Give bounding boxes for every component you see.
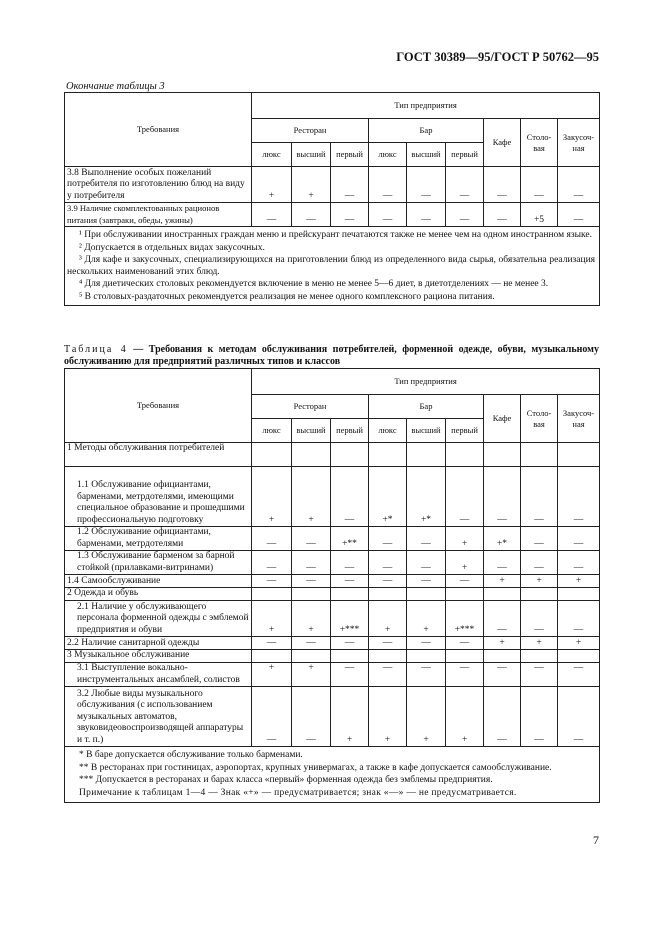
cell: — [369,575,407,588]
section-title: 1 Методы обслуживания потребителей [65,443,252,467]
bar-header: Бар [369,119,484,143]
table-3 [64,92,600,306]
row-label: 3.9 Наличие скомплектованных рационов питания (завтраки, обеды, ужины) [65,203,252,227]
table-4-notes [65,747,600,803]
footnote: ** В ресторанах при гостиницах, аэропортах, крупных универмагах, а также в кафе допускается самообслуживание. [79,762,552,773]
cell: — [331,663,369,687]
cell: — [369,167,407,203]
cell: — [292,637,331,650]
cell: — [369,203,407,227]
cell: — [484,601,521,637]
cell: + [521,637,558,650]
cell: + [292,663,331,687]
table-remark: Примечание к таблицам 1—4 — Знак «+» — предусматривается; знак «—» — не предусматривается. [79,787,517,798]
cell: +*** [446,601,484,637]
class-highest: высший [407,143,446,167]
section-title: 2 Одежда и обувь [65,588,252,601]
cell: — [446,467,484,527]
table-4-number: Таблица 4 [64,344,128,355]
cell: + [252,601,292,637]
cell: — [407,637,446,650]
row-label: 1.2 Обслуживание официантами, барменами, метрдотелями [65,527,252,551]
cell: + [484,575,521,588]
table-4-caption [64,344,599,367]
cell: — [558,203,600,227]
cell: + [252,467,292,527]
canteen-header: Столо-вая [521,395,558,443]
cell: — [558,663,600,687]
row-label: 2.1 Наличие у обслуживающего персонала форменной одежды с эмблемой предприятия и обуви [65,601,252,637]
restaurant-header: Ресторан [252,119,369,143]
cell: + [521,575,558,588]
canteen-header: Столо-вая [521,119,558,167]
cell: — [407,527,446,551]
enterprise-type-header: Тип предприятия [252,369,600,395]
cell: + [407,601,446,637]
cell: — [558,687,600,747]
cell: — [484,687,521,747]
cell: +* [484,527,521,551]
table-row [65,663,600,687]
table-row [65,687,600,747]
cell: — [446,575,484,588]
cell: + [331,687,369,747]
cell: — [369,551,407,575]
cell: — [331,551,369,575]
footnote: *** Допускается в ресторанах и барах класса «первый» форменная одежда без эмблемы предприятия. [79,775,493,785]
cell: + [446,551,484,575]
table-continuation-label: Окончание таблицы 3 [66,81,165,92]
cell: — [292,575,331,588]
cafe-header: Кафе [484,119,521,167]
table-row [65,203,600,227]
cell: — [331,575,369,588]
cell: — [521,687,558,747]
cell: + [252,663,292,687]
cell: — [252,527,292,551]
cell: + [558,637,600,650]
table-row [65,601,600,637]
cell: — [252,637,292,650]
cell: — [407,167,446,203]
class-highest: высший [292,143,331,167]
cell: + [446,527,484,551]
cell: — [484,551,521,575]
table-row [65,637,600,650]
cell: — [484,167,521,203]
page-number: 7 [593,833,599,847]
class-first: первый [331,143,369,167]
cell: — [292,551,331,575]
requirements-header: Требования [65,369,252,443]
cell: — [369,527,407,551]
table-row [65,527,600,551]
table-row [65,467,600,527]
cell: — [292,527,331,551]
cell: — [252,203,292,227]
cell: — [331,167,369,203]
section-row [65,588,600,601]
cell: + [558,575,600,588]
cell: +** [331,527,369,551]
row-label: 3.2 Любые виды музыкального обслуживания (с использованием музыкальных автоматов, звуковидеовоспроизводящей аппаратуры и т. п.) [65,687,252,747]
document-header: ГОСТ 30389—95/ГОСТ Р 50762—95 [396,50,599,64]
section-title: 3 Музыкальное обслуживание [65,650,252,663]
cell: — [407,551,446,575]
cell: + [446,687,484,747]
cell: +* [369,467,407,527]
class-first: первый [446,419,484,443]
cell: + [369,687,407,747]
cafe-header: Кафе [484,395,521,443]
row-label: 3.1 Выступление вокально-инструментальных ансамблей, солистов [65,663,252,687]
cell: — [558,527,600,551]
table-3-notes [65,227,600,306]
cell: — [331,637,369,650]
cell: — [558,601,600,637]
cell: + [292,467,331,527]
footnote: ³ Для кафе и закусочных, специализирующихся на приготовлении блюд из определенного вида сырья, обязательна реализация нескольких наименований этих блюд. [67,255,596,277]
footnote: ¹ При обслуживании иностранных граждан меню и прейскурант печатаются также не менее чем на одном иностранном языке. [79,230,592,240]
cell: — [369,663,407,687]
cell: — [446,637,484,650]
class-highest: высший [407,419,446,443]
footnote: ² Допускается в отдельных видах закусочных. [79,242,265,253]
cell: — [521,551,558,575]
cell: — [521,167,558,203]
cell: — [292,203,331,227]
cell: — [521,467,558,527]
cell: — [252,551,292,575]
class-first: первый [331,419,369,443]
table-row [65,575,600,588]
table-4 [64,368,600,803]
footnote: ⁴ Для диетических столовых рекомендуется включение в меню не менее 5—6 диет, в диетотделениях — не менее 3. [79,279,549,289]
cell: — [521,527,558,551]
row-label: 2.2 Наличие санитарной одежды [65,637,252,650]
requirements-header: Требования [65,93,252,167]
cell: + [484,637,521,650]
cell: — [252,687,292,747]
cell: — [521,601,558,637]
cell: — [331,203,369,227]
cell: — [484,663,521,687]
section-row [65,443,600,467]
cell: + [369,601,407,637]
class-first: первый [446,143,484,167]
cell: — [446,203,484,227]
cell: — [558,551,600,575]
cell: — [484,467,521,527]
cell: — [252,575,292,588]
enterprise-type-header: Тип предприятия [252,93,600,119]
cell: — [446,663,484,687]
row-label: 1.4 Самообслуживание [65,575,252,588]
class-lux: люкс [369,143,407,167]
cell: — [369,637,407,650]
snackbar-header: Закусоч-ная [558,395,600,443]
cell: — [292,687,331,747]
cell: — [484,203,521,227]
cell: — [407,663,446,687]
cell: + [292,601,331,637]
table-row [65,167,600,203]
cell: +* [407,467,446,527]
restaurant-header: Ресторан [252,395,369,419]
class-lux: люкс [369,419,407,443]
class-lux: люкс [252,419,292,443]
cell: — [558,467,600,527]
cell: — [407,575,446,588]
cell: + [407,687,446,747]
row-label: 1.1 Обслуживание официантами, барменами, метрдотелями, имеющими специальное образование и прошедшими профессиональную подготовку [65,467,252,527]
cell: +5 [521,203,558,227]
bar-header: Бар [369,395,484,419]
class-lux: люкс [252,143,292,167]
table-4-title: — Требования к методам обслуживания потребителей, форменной одежде, обуви, музыкальному обслуживанию для предприятий различных типов и классов [64,344,599,367]
footnote: ⁵ В столовых-раздаточных рекомендуется реализация не менее одного комплексного рациона питания. [79,291,495,302]
class-highest: высший [292,419,331,443]
cell: + [292,167,331,203]
cell: — [521,663,558,687]
snackbar-header: Закусоч-ная [558,119,600,167]
row-label: 3.8 Выполнение особых пожеланий потребителя по изготовлению блюд на виду у потребителя [65,167,252,203]
cell: — [446,167,484,203]
row-label: 1.3 Обслуживание барменом за барной стойкой (прилавками-витринами) [65,551,252,575]
cell: +*** [331,601,369,637]
table-row [65,551,600,575]
cell: — [558,167,600,203]
cell: + [252,167,292,203]
cell: — [407,203,446,227]
cell: — [331,467,369,527]
section-row [65,650,600,663]
footnote: * В баре допускается обслуживание только барменами. [79,750,303,760]
